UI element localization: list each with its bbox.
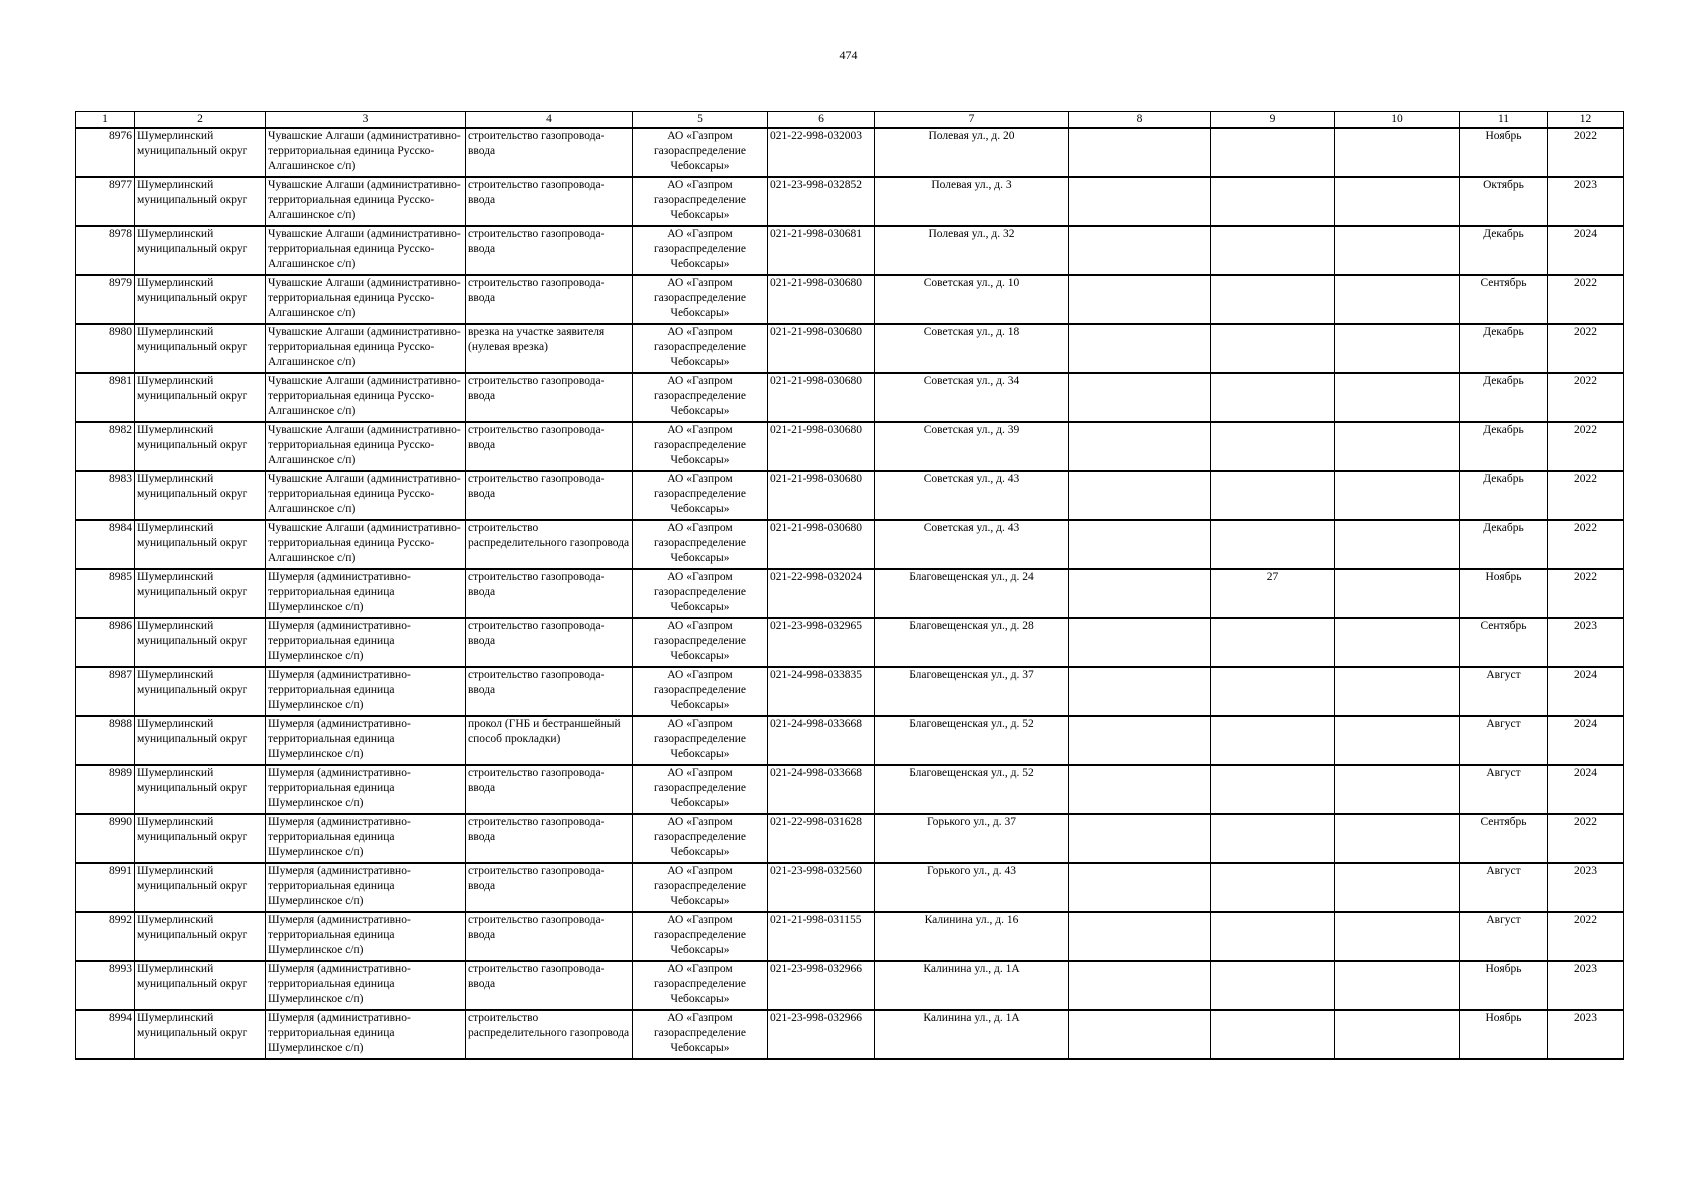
row-number-cell: 8977 xyxy=(76,177,135,226)
column-header: 9 xyxy=(1211,112,1335,129)
column-10-cell xyxy=(1335,324,1460,373)
row-number-cell: 8991 xyxy=(76,863,135,912)
year-cell: 2022 xyxy=(1548,814,1624,863)
address-cell: Полевая ул., д. 3 xyxy=(875,177,1069,226)
organization-cell: АО «Газпром газораспределение Чебоксары» xyxy=(633,275,768,324)
application-number-cell: 021-23-998-032966 xyxy=(768,1010,875,1059)
year-cell: 2022 xyxy=(1548,275,1624,324)
column-8-cell xyxy=(1069,275,1211,324)
column-9-cell xyxy=(1211,1010,1335,1059)
address-cell: Калинина ул., д. 1А xyxy=(875,1010,1069,1059)
table-row xyxy=(76,177,1624,226)
work-type-cell: строительство газопровода-ввода xyxy=(466,422,633,471)
district-cell: Шумерлинский муниципальный округ xyxy=(135,765,266,814)
district-cell: Шумерлинский муниципальный округ xyxy=(135,667,266,716)
organization-cell: АО «Газпром газораспределение Чебоксары» xyxy=(633,569,768,618)
header-row xyxy=(76,112,1624,129)
district-cell: Шумерлинский муниципальный округ xyxy=(135,912,266,961)
column-9-cell xyxy=(1211,716,1335,765)
settlement-cell: Чувашские Алгаши (административно-территориальная единица Русско-Алгашинское с/п) xyxy=(266,373,466,422)
year-cell: 2023 xyxy=(1548,961,1624,1010)
table-row xyxy=(76,716,1624,765)
column-8-cell xyxy=(1069,226,1211,275)
month-cell: Декабрь xyxy=(1460,373,1548,422)
application-number-cell: 021-21-998-030681 xyxy=(768,226,875,275)
month-cell: Август xyxy=(1460,765,1548,814)
column-9-cell xyxy=(1211,226,1335,275)
row-number-cell: 8987 xyxy=(76,667,135,716)
column-9-cell xyxy=(1211,275,1335,324)
column-10-cell xyxy=(1335,814,1460,863)
row-number-cell: 8990 xyxy=(76,814,135,863)
month-cell: Ноябрь xyxy=(1460,1010,1548,1059)
row-number-cell: 8978 xyxy=(76,226,135,275)
month-cell: Август xyxy=(1460,716,1548,765)
district-cell: Шумерлинский муниципальный округ xyxy=(135,177,266,226)
address-cell: Благовещенская ул., д. 37 xyxy=(875,667,1069,716)
row-number-cell: 8989 xyxy=(76,765,135,814)
table-row xyxy=(76,912,1624,961)
table-row xyxy=(76,471,1624,520)
address-cell: Полевая ул., д. 20 xyxy=(875,128,1069,177)
organization-cell: АО «Газпром газораспределение Чебоксары» xyxy=(633,912,768,961)
column-10-cell xyxy=(1335,275,1460,324)
work-type-cell: строительство газопровода-ввода xyxy=(466,912,633,961)
address-cell: Благовещенская ул., д. 52 xyxy=(875,716,1069,765)
settlement-cell: Чувашские Алгаши (административно-территориальная единица Русско-Алгашинское с/п) xyxy=(266,471,466,520)
column-8-cell xyxy=(1069,520,1211,569)
year-cell: 2024 xyxy=(1548,716,1624,765)
column-10-cell xyxy=(1335,422,1460,471)
application-number-cell: 021-23-998-032852 xyxy=(768,177,875,226)
organization-cell: АО «Газпром газораспределение Чебоксары» xyxy=(633,177,768,226)
column-8-cell xyxy=(1069,863,1211,912)
district-cell: Шумерлинский муниципальный округ xyxy=(135,618,266,667)
address-cell: Советская ул., д. 43 xyxy=(875,520,1069,569)
register-body xyxy=(76,128,1624,1059)
district-cell: Шумерлинский муниципальный округ xyxy=(135,226,266,275)
application-number-cell: 021-21-998-030680 xyxy=(768,275,875,324)
application-number-cell: 021-21-998-030680 xyxy=(768,471,875,520)
column-9-cell xyxy=(1211,765,1335,814)
row-number-cell: 8993 xyxy=(76,961,135,1010)
column-header: 8 xyxy=(1069,112,1211,129)
column-9-cell xyxy=(1211,618,1335,667)
organization-cell: АО «Газпром газораспределение Чебоксары» xyxy=(633,422,768,471)
work-type-cell: строительство газопровода-ввода xyxy=(466,226,633,275)
work-type-cell: строительство распределительного газопровода xyxy=(466,1010,633,1059)
table-row xyxy=(76,814,1624,863)
work-type-cell: строительство газопровода-ввода xyxy=(466,863,633,912)
district-cell: Шумерлинский муниципальный округ xyxy=(135,1010,266,1059)
table-row xyxy=(76,520,1624,569)
organization-cell: АО «Газпром газораспределение Чебоксары» xyxy=(633,667,768,716)
column-header: 3 xyxy=(266,112,466,129)
column-10-cell xyxy=(1335,373,1460,422)
column-9-cell xyxy=(1211,814,1335,863)
column-8-cell xyxy=(1069,128,1211,177)
address-cell: Советская ул., д. 43 xyxy=(875,471,1069,520)
column-8-cell xyxy=(1069,569,1211,618)
settlement-cell: Шумерля (административно-территориальная единица Шумерлинское с/п) xyxy=(266,912,466,961)
column-8-cell xyxy=(1069,765,1211,814)
work-type-cell: строительство газопровода-ввода xyxy=(466,471,633,520)
settlement-cell: Шумерля (административно-территориальная единица Шумерлинское с/п) xyxy=(266,765,466,814)
column-8-cell xyxy=(1069,618,1211,667)
year-cell: 2024 xyxy=(1548,226,1624,275)
column-8-cell xyxy=(1069,912,1211,961)
month-cell: Сентябрь xyxy=(1460,814,1548,863)
address-cell: Благовещенская ул., д. 28 xyxy=(875,618,1069,667)
settlement-cell: Шумерля (административно-территориальная единица Шумерлинское с/п) xyxy=(266,667,466,716)
district-cell: Шумерлинский муниципальный округ xyxy=(135,128,266,177)
application-number-cell: 021-24-998-033835 xyxy=(768,667,875,716)
application-number-cell: 021-23-998-032965 xyxy=(768,618,875,667)
address-cell: Калинина ул., д. 16 xyxy=(875,912,1069,961)
application-number-cell: 021-21-998-030680 xyxy=(768,422,875,471)
application-number-cell: 021-24-998-033668 xyxy=(768,716,875,765)
table-row xyxy=(76,618,1624,667)
month-cell: Август xyxy=(1460,863,1548,912)
application-number-cell: 021-22-998-032003 xyxy=(768,128,875,177)
application-number-cell: 021-23-998-032966 xyxy=(768,961,875,1010)
table-row xyxy=(76,373,1624,422)
organization-cell: АО «Газпром газораспределение Чебоксары» xyxy=(633,520,768,569)
column-10-cell xyxy=(1335,765,1460,814)
settlement-cell: Чувашские Алгаши (административно-территориальная единица Русско-Алгашинское с/п) xyxy=(266,226,466,275)
settlement-cell: Чувашские Алгаши (административно-территориальная единица Русско-Алгашинское с/п) xyxy=(266,520,466,569)
address-cell: Советская ул., д. 34 xyxy=(875,373,1069,422)
row-number-cell: 8976 xyxy=(76,128,135,177)
organization-cell: АО «Газпром газораспределение Чебоксары» xyxy=(633,863,768,912)
row-number-cell: 8980 xyxy=(76,324,135,373)
column-header: 4 xyxy=(466,112,633,129)
organization-cell: АО «Газпром газораспределение Чебоксары» xyxy=(633,471,768,520)
organization-cell: АО «Газпром газораспределение Чебоксары» xyxy=(633,618,768,667)
year-cell: 2022 xyxy=(1548,520,1624,569)
organization-cell: АО «Газпром газораспределение Чебоксары» xyxy=(633,226,768,275)
column-9-cell xyxy=(1211,863,1335,912)
year-cell: 2022 xyxy=(1548,324,1624,373)
work-type-cell: строительство газопровода-ввода xyxy=(466,618,633,667)
row-number-cell: 8994 xyxy=(76,1010,135,1059)
column-9-cell xyxy=(1211,667,1335,716)
column-8-cell xyxy=(1069,961,1211,1010)
column-8-cell xyxy=(1069,373,1211,422)
month-cell: Ноябрь xyxy=(1460,569,1548,618)
year-cell: 2023 xyxy=(1548,863,1624,912)
district-cell: Шумерлинский муниципальный округ xyxy=(135,814,266,863)
organization-cell: АО «Газпром газораспределение Чебоксары» xyxy=(633,961,768,1010)
organization-cell: АО «Газпром газораспределение Чебоксары» xyxy=(633,324,768,373)
row-number-cell: 8988 xyxy=(76,716,135,765)
column-9-cell xyxy=(1211,961,1335,1010)
settlement-cell: Шумерля (административно-территориальная единица Шумерлинское с/п) xyxy=(266,569,466,618)
work-type-cell: строительство газопровода-ввода xyxy=(466,177,633,226)
column-10-cell xyxy=(1335,128,1460,177)
column-header: 1 xyxy=(76,112,135,129)
register-table xyxy=(75,111,1624,1060)
table-row xyxy=(76,324,1624,373)
row-number-cell: 8981 xyxy=(76,373,135,422)
application-number-cell: 021-24-998-033668 xyxy=(768,765,875,814)
year-cell: 2023 xyxy=(1548,618,1624,667)
settlement-cell: Шумерля (административно-территориальная единица Шумерлинское с/п) xyxy=(266,863,466,912)
organization-cell: АО «Газпром газораспределение Чебоксары» xyxy=(633,716,768,765)
column-header: 7 xyxy=(875,112,1069,129)
column-9-cell xyxy=(1211,471,1335,520)
column-10-cell xyxy=(1335,618,1460,667)
column-10-cell xyxy=(1335,520,1460,569)
district-cell: Шумерлинский муниципальный округ xyxy=(135,324,266,373)
address-cell: Горького ул., д. 43 xyxy=(875,863,1069,912)
application-number-cell: 021-22-998-031628 xyxy=(768,814,875,863)
year-cell: 2024 xyxy=(1548,667,1624,716)
column-header: 12 xyxy=(1548,112,1624,129)
row-number-cell: 8982 xyxy=(76,422,135,471)
district-cell: Шумерлинский муниципальный округ xyxy=(135,863,266,912)
table-row xyxy=(76,569,1624,618)
year-cell: 2022 xyxy=(1548,912,1624,961)
column-8-cell xyxy=(1069,177,1211,226)
table-row xyxy=(76,961,1624,1010)
work-type-cell: прокол (ГНБ и бестраншейный способ прокладки) xyxy=(466,716,633,765)
year-cell: 2024 xyxy=(1548,765,1624,814)
row-number-cell: 8992 xyxy=(76,912,135,961)
page-number: 474 xyxy=(839,48,858,62)
column-8-cell xyxy=(1069,471,1211,520)
column-8-cell xyxy=(1069,814,1211,863)
application-number-cell: 021-21-998-031155 xyxy=(768,912,875,961)
organization-cell: АО «Газпром газораспределение Чебоксары» xyxy=(633,814,768,863)
district-cell: Шумерлинский муниципальный округ xyxy=(135,275,266,324)
table-row xyxy=(76,128,1624,177)
table-row xyxy=(76,1010,1624,1059)
address-cell: Советская ул., д. 39 xyxy=(875,422,1069,471)
table-row xyxy=(76,275,1624,324)
month-cell: Сентябрь xyxy=(1460,618,1548,667)
column-10-cell xyxy=(1335,961,1460,1010)
month-cell: Декабрь xyxy=(1460,471,1548,520)
address-cell: Горького ул., д. 37 xyxy=(875,814,1069,863)
address-cell: Полевая ул., д. 32 xyxy=(875,226,1069,275)
application-number-cell: 021-21-998-030680 xyxy=(768,324,875,373)
month-cell: Сентябрь xyxy=(1460,275,1548,324)
organization-cell: АО «Газпром газораспределение Чебоксары» xyxy=(633,1010,768,1059)
district-cell: Шумерлинский муниципальный округ xyxy=(135,373,266,422)
application-number-cell: 021-23-998-032560 xyxy=(768,863,875,912)
settlement-cell: Чувашские Алгаши (административно-территориальная единица Русско-Алгашинское с/п) xyxy=(266,422,466,471)
month-cell: Декабрь xyxy=(1460,226,1548,275)
column-9-cell xyxy=(1211,177,1335,226)
district-cell: Шумерлинский муниципальный округ xyxy=(135,422,266,471)
row-number-cell: 8984 xyxy=(76,520,135,569)
district-cell: Шумерлинский муниципальный округ xyxy=(135,520,266,569)
year-cell: 2022 xyxy=(1548,422,1624,471)
column-10-cell xyxy=(1335,177,1460,226)
work-type-cell: строительство газопровода-ввода xyxy=(466,569,633,618)
column-8-cell xyxy=(1069,1010,1211,1059)
column-8-cell xyxy=(1069,422,1211,471)
month-cell: Декабрь xyxy=(1460,520,1548,569)
column-header: 6 xyxy=(768,112,875,129)
column-header: 10 xyxy=(1335,112,1460,129)
column-10-cell xyxy=(1335,912,1460,961)
settlement-cell: Чувашские Алгаши (административно-территориальная единица Русско-Алгашинское с/п) xyxy=(266,324,466,373)
month-cell: Ноябрь xyxy=(1460,961,1548,1010)
work-type-cell: строительство распределительного газопровода xyxy=(466,520,633,569)
district-cell: Шумерлинский муниципальный округ xyxy=(135,961,266,1010)
column-10-cell xyxy=(1335,667,1460,716)
column-9-cell xyxy=(1211,520,1335,569)
work-type-cell: строительство газопровода-ввода xyxy=(466,814,633,863)
row-number-cell: 8983 xyxy=(76,471,135,520)
month-cell: Август xyxy=(1460,667,1548,716)
work-type-cell: строительство газопровода-ввода xyxy=(466,373,633,422)
column-10-cell xyxy=(1335,716,1460,765)
settlement-cell: Чувашские Алгаши (административно-территориальная единица Русско-Алгашинское с/п) xyxy=(266,128,466,177)
settlement-cell: Шумерля (административно-территориальная единица Шумерлинское с/п) xyxy=(266,961,466,1010)
column-9-cell: 27 xyxy=(1211,569,1335,618)
work-type-cell: врезка на участке заявителя (нулевая врезка) xyxy=(466,324,633,373)
column-8-cell xyxy=(1069,324,1211,373)
address-cell: Советская ул., д. 10 xyxy=(875,275,1069,324)
application-number-cell: 021-21-998-030680 xyxy=(768,520,875,569)
year-cell: 2023 xyxy=(1548,177,1624,226)
column-header: 2 xyxy=(135,112,266,129)
month-cell: Декабрь xyxy=(1460,324,1548,373)
column-10-cell xyxy=(1335,1010,1460,1059)
column-10-cell xyxy=(1335,471,1460,520)
year-cell: 2022 xyxy=(1548,128,1624,177)
table-row xyxy=(76,667,1624,716)
settlement-cell: Шумерля (административно-территориальная единица Шумерлинское с/п) xyxy=(266,1010,466,1059)
column-9-cell xyxy=(1211,373,1335,422)
table-row xyxy=(76,422,1624,471)
application-number-cell: 021-22-998-032024 xyxy=(768,569,875,618)
settlement-cell: Шумерля (административно-территориальная единица Шумерлинское с/п) xyxy=(266,814,466,863)
settlement-cell: Чувашские Алгаши (административно-территориальная единица Русско-Алгашинское с/п) xyxy=(266,177,466,226)
work-type-cell: строительство газопровода-ввода xyxy=(466,128,633,177)
month-cell: Октябрь xyxy=(1460,177,1548,226)
column-header: 11 xyxy=(1460,112,1548,129)
settlement-cell: Шумерля (административно-территориальная единица Шумерлинское с/п) xyxy=(266,716,466,765)
row-number-cell: 8985 xyxy=(76,569,135,618)
work-type-cell: строительство газопровода-ввода xyxy=(466,961,633,1010)
district-cell: Шумерлинский муниципальный округ xyxy=(135,471,266,520)
table-row xyxy=(76,226,1624,275)
column-9-cell xyxy=(1211,912,1335,961)
column-9-cell xyxy=(1211,422,1335,471)
column-8-cell xyxy=(1069,716,1211,765)
address-cell: Благовещенская ул., д. 52 xyxy=(875,765,1069,814)
column-10-cell xyxy=(1335,863,1460,912)
address-cell: Благовещенская ул., д. 24 xyxy=(875,569,1069,618)
work-type-cell: строительство газопровода-ввода xyxy=(466,275,633,324)
table-row xyxy=(76,863,1624,912)
column-9-cell xyxy=(1211,324,1335,373)
column-header: 5 xyxy=(633,112,768,129)
month-cell: Декабрь xyxy=(1460,422,1548,471)
year-cell: 2022 xyxy=(1548,471,1624,520)
column-9-cell xyxy=(1211,128,1335,177)
application-number-cell: 021-21-998-030680 xyxy=(768,373,875,422)
district-cell: Шумерлинский муниципальный округ xyxy=(135,716,266,765)
column-10-cell xyxy=(1335,569,1460,618)
year-cell: 2023 xyxy=(1548,1010,1624,1059)
column-10-cell xyxy=(1335,226,1460,275)
table-row xyxy=(76,765,1624,814)
address-cell: Советская ул., д. 18 xyxy=(875,324,1069,373)
organization-cell: АО «Газпром газораспределение Чебоксары» xyxy=(633,765,768,814)
work-type-cell: строительство газопровода-ввода xyxy=(466,765,633,814)
year-cell: 2022 xyxy=(1548,569,1624,618)
column-8-cell xyxy=(1069,667,1211,716)
organization-cell: АО «Газпром газораспределение Чебоксары» xyxy=(633,373,768,422)
year-cell: 2022 xyxy=(1548,373,1624,422)
organization-cell: АО «Газпром газораспределение Чебоксары» xyxy=(633,128,768,177)
district-cell: Шумерлинский муниципальный округ xyxy=(135,569,266,618)
settlement-cell: Шумерля (административно-территориальная единица Шумерлинское с/п) xyxy=(266,618,466,667)
work-type-cell: строительство газопровода-ввода xyxy=(466,667,633,716)
row-number-cell: 8986 xyxy=(76,618,135,667)
address-cell: Калинина ул., д. 1А xyxy=(875,961,1069,1010)
month-cell: Ноябрь xyxy=(1460,128,1548,177)
settlement-cell: Чувашские Алгаши (административно-территориальная единица Русско-Алгашинское с/п) xyxy=(266,275,466,324)
row-number-cell: 8979 xyxy=(76,275,135,324)
month-cell: Август xyxy=(1460,912,1548,961)
